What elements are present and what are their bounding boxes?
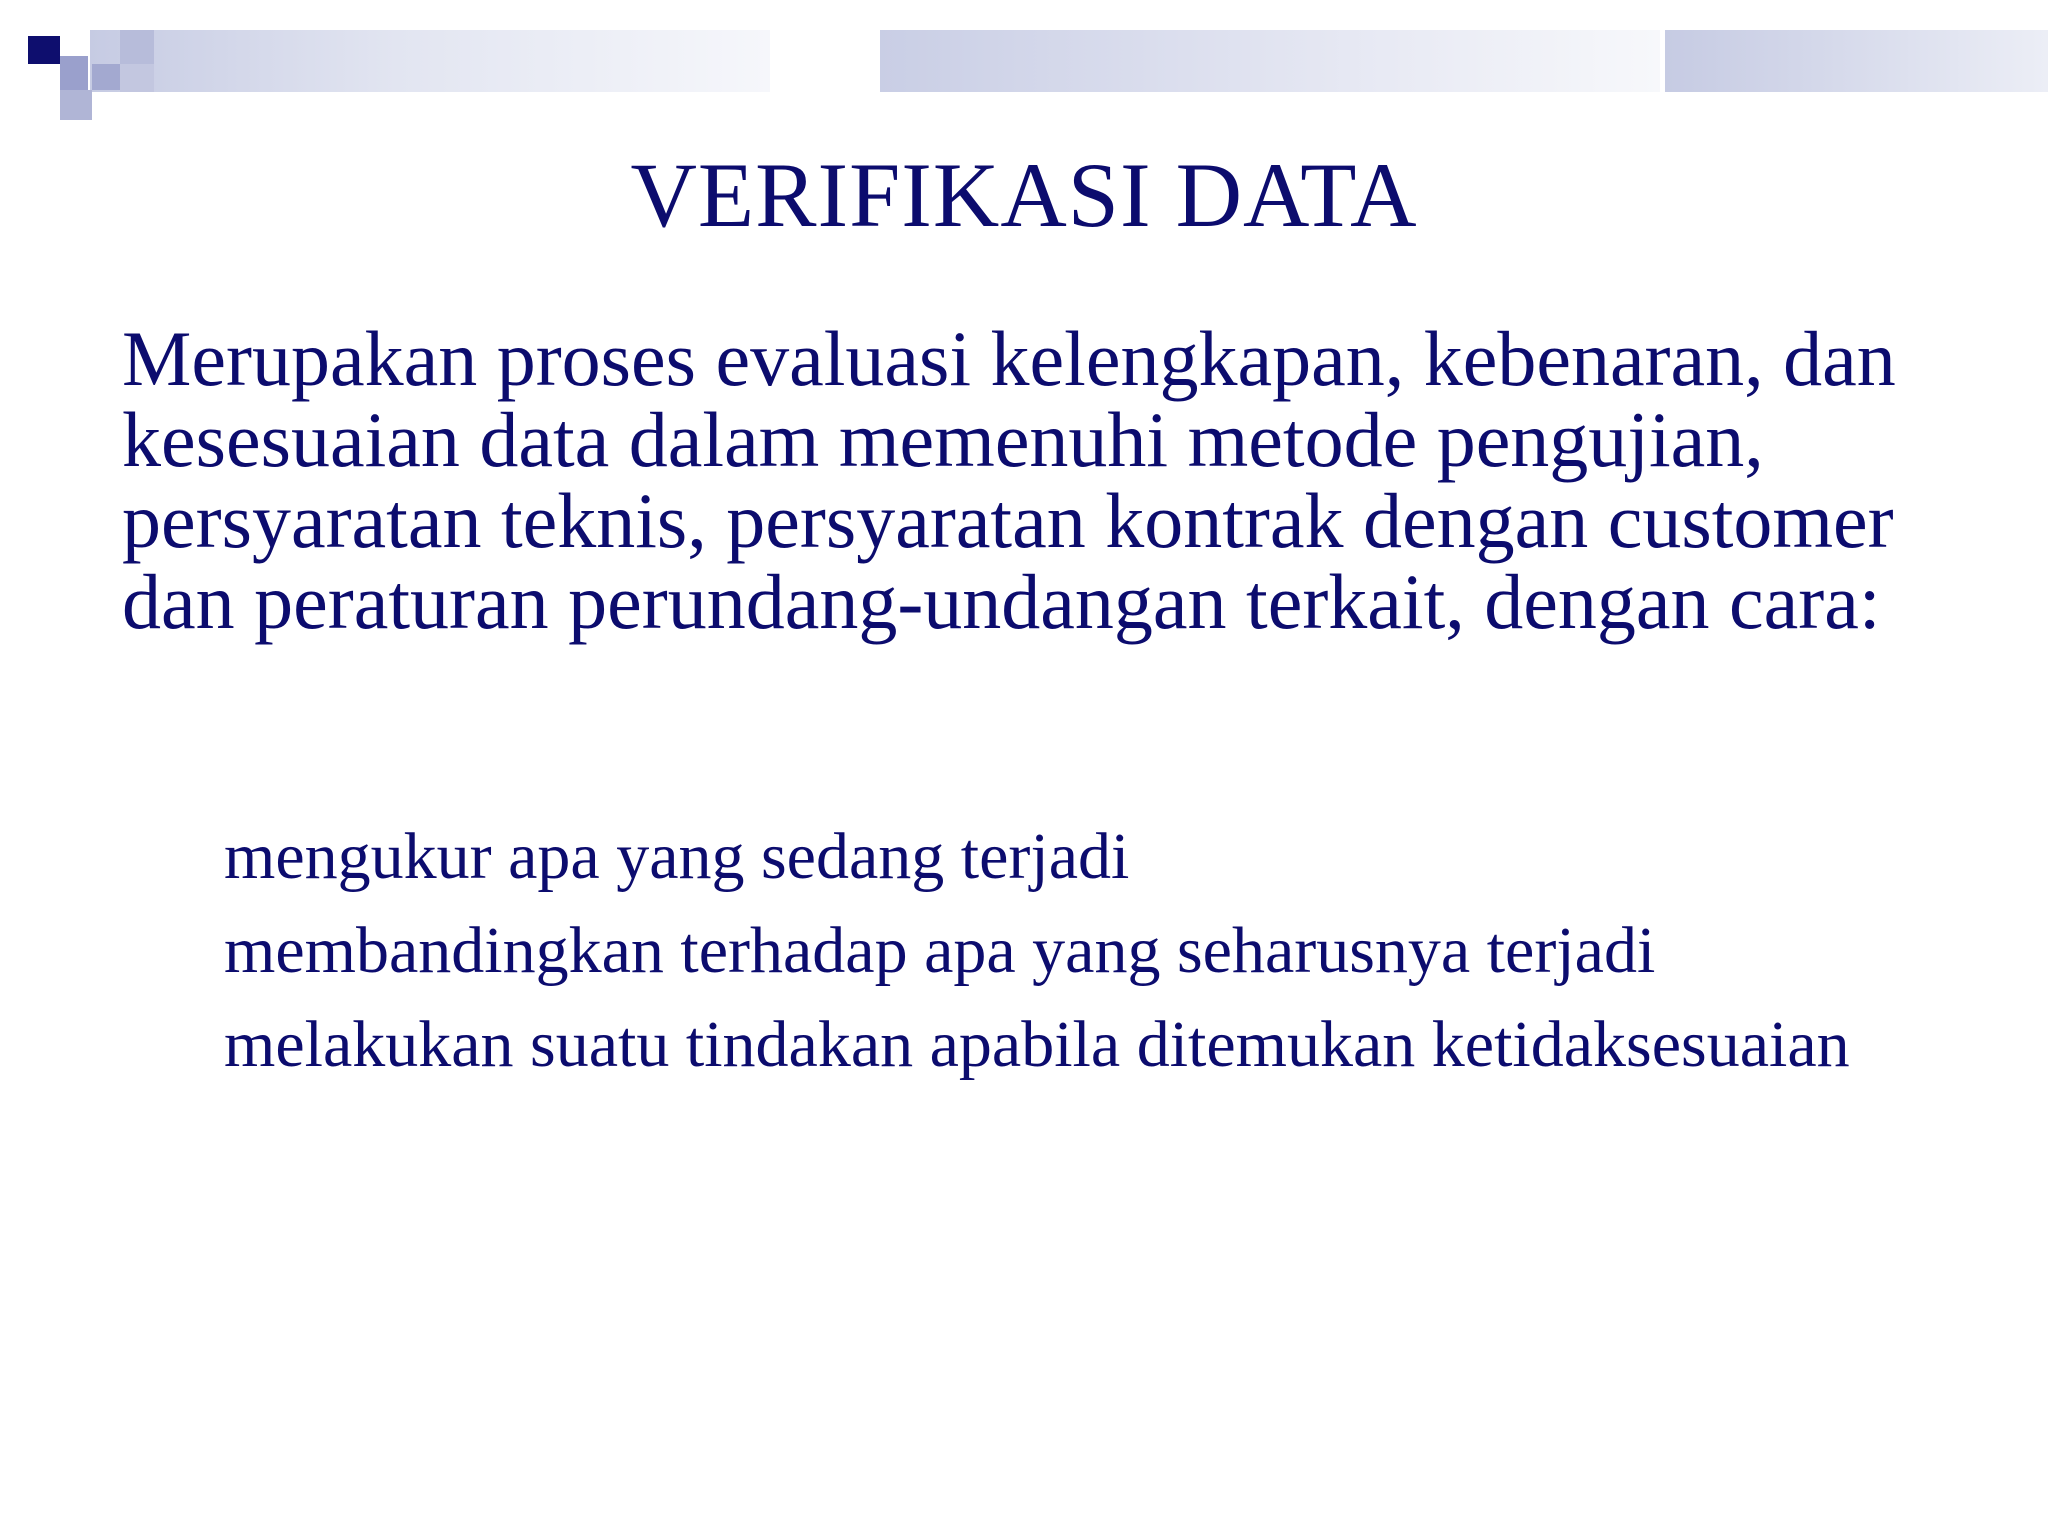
list-item: mengukur apa yang sedang terjadi — [224, 820, 1130, 893]
list-item: membandingkan terhadap apa yang seharusnya terjadi — [224, 914, 1656, 987]
decor-square — [60, 56, 88, 90]
header-band-right — [1665, 30, 2048, 92]
decor-square — [92, 64, 120, 90]
list-item: melakukan suatu tindakan apabila ditemukan ketidaksesuaian — [224, 1008, 1850, 1081]
header-band-middle — [880, 30, 1660, 92]
decor-square-dark — [28, 36, 60, 64]
slide-paragraph: Merupakan proses evaluasi kelengkapan, kebenaran, dan kesesuaian data dalam memenuhi metode pengujian, persyaratan teknis, persyaratan kontrak dengan customer dan peraturan perundang-undangan terkait, dengan cara: — [122, 315, 1896, 645]
method-list — [224, 810, 2024, 1092]
decor-square — [120, 64, 154, 92]
decor-square — [120, 30, 154, 64]
slide-title: VERIFIKASI DATA — [630, 144, 1418, 246]
decor-square — [60, 90, 92, 120]
header-band-left — [90, 30, 770, 92]
